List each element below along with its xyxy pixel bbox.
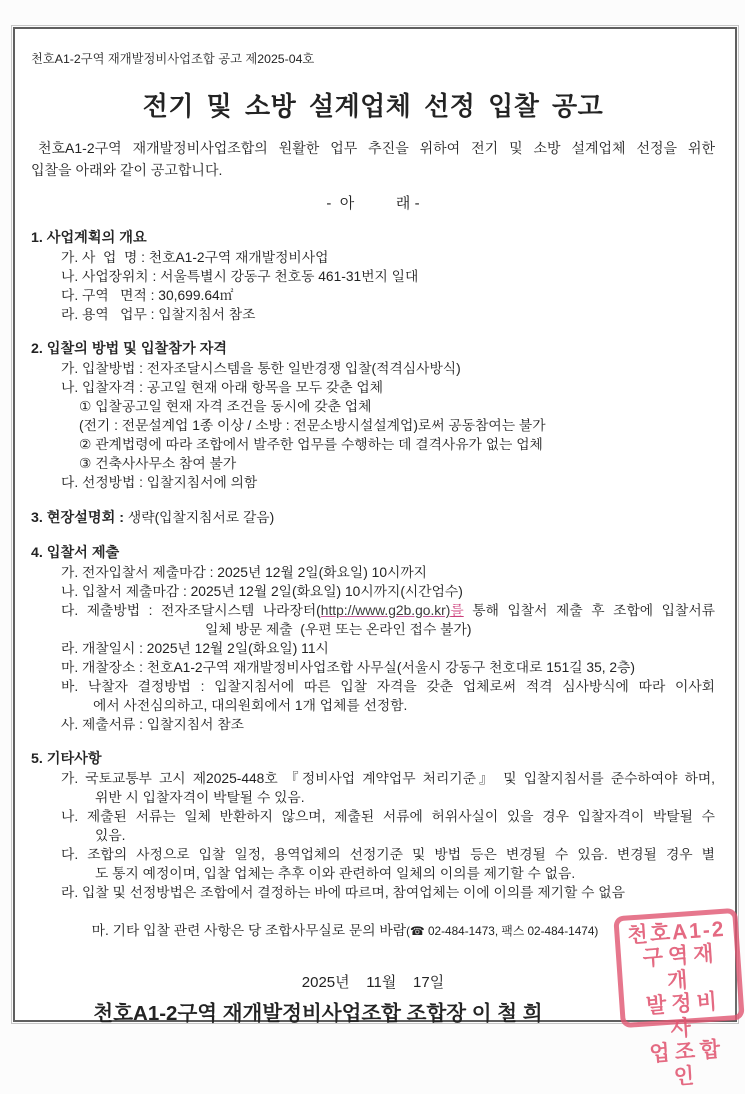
- signature-line: 천호A1-2구역 재개발정비사업조합 조합장 이 철 희: [93, 1002, 543, 1025]
- section-5-other-matters: [31, 750, 715, 960]
- s2-item-bid-qualification: 나. 입찰자격 : 공고일 현재 아래 항목을 모두 갖춘 업체: [61, 380, 384, 395]
- document-body: [15, 29, 735, 1025]
- seal-row-4: 업조합인: [648, 1037, 727, 1090]
- s5-item-e-text: 마. 기타 입찰 관련 사항은 당 조합사무실로 문의 바람: [91, 923, 407, 938]
- s4-item-award-method-line1: 바. 낙찰자 결정방법 : 입찰지침서에 따른 입찰 자격을 갖춘 업체로써 적격 심사방식에 따라 이사회: [61, 679, 715, 694]
- s3-text: 생략(입찰지침서로 갈음): [127, 510, 275, 525]
- s1-item-district-area: 다. 구역 면적 : 30,699.64㎡: [61, 288, 234, 303]
- s4-submission-suffix: 통해 입찰서 제출 후 조합에 입찰서류: [463, 603, 715, 618]
- s5-item-d: 라. 입찰 및 선정방법은 조합에서 결정하는 바에 따르며, 참여업체는 이에 이의를 제기할 수 없음: [61, 885, 625, 900]
- official-seal-stamp: [613, 908, 745, 1090]
- s4-item-required-documents: 사. 제출서류 : 입찰지침서 참조: [61, 717, 244, 732]
- s1-item-site-location: 나. 사업장위치 : 서울특별시 강동구 천호동 461-31번지 일대: [61, 269, 419, 284]
- s2-subitem-3: ③ 건축사사무소 참여 불가: [79, 456, 237, 471]
- s4-item-opening-place: 마. 개찰장소 : 천호A1-2구역 재개발정비사업조합 사무실(서울시 강동구 천호대로 151길 35, 2층): [61, 660, 636, 675]
- s5-item-c-line1: 다. 조합의 사정으로 입찰 일정, 용역업체의 선정기준 및 방법 등은 변경될 수 있음. 변경될 경우 별: [61, 847, 715, 862]
- g2b-hyperlink[interactable]: http://www.g2b.go.kr): [320, 603, 451, 618]
- s4-item-submission-method: [31, 601, 715, 620]
- s4-submission-prefix: 다. 제출방법 : 전자조달시스템 나라장터(: [61, 603, 321, 618]
- announcement-date: 2025년 11월 17일: [301, 974, 445, 991]
- intro-line-1: 천호A1-2구역 재개발정비사업조합의 원활한 업무 추진을 위하여 전기 및 소방 설계업체 선정을 위한: [38, 140, 715, 156]
- page-border-frame: [13, 27, 737, 1025]
- notice-number: 천호A1-2구역 재개발정비사업조합 공고 제2025-04호: [31, 52, 315, 66]
- seal-row-1: 천호A1-2: [626, 917, 727, 948]
- section-1-project-overview: [31, 229, 715, 324]
- s2-item-selection-method: 다. 선정방법 : 입찰지침서에 의함: [61, 475, 258, 490]
- section-2-bid-method-qualification: [31, 340, 715, 492]
- s5-item-a-line1: 가. 국토교통부 고시 제2025-448호 『정비사업 계약업무 처리기준』 및 입찰지침서를 준수하여야 하며,: [61, 771, 715, 786]
- s5-item-a-line2: 위반 시 입찰자격이 박탈될 수 있음.: [95, 790, 305, 805]
- section-2-heading: 2. 입찰의 방법 및 입찰참가 자격: [31, 341, 228, 357]
- seal-row-3: 발정비사: [645, 989, 723, 1042]
- s4-item-ebid-deadline: 가. 전자입찰서 제출마감 : 2025년 12월 2일(화요일) 10시까지: [61, 565, 427, 580]
- s1-item-service-scope: 라. 용역 업무 : 입찰지침서 참조: [61, 307, 256, 322]
- s5-item-e: [31, 902, 715, 960]
- section-3-heading: 3. 현장설명회 :: [31, 510, 128, 526]
- s2-item-bid-method: 가. 입찰방법 : 전자조달시스템을 통한 일반경쟁 입찰(적격심사방식): [61, 361, 461, 376]
- s1-item-project-name: 가. 사 업 명 : 천호A1-2구역 재개발정비사업: [61, 250, 329, 265]
- s2-subitem-2: ② 관계법령에 따라 조합에서 발주한 업무를 수행하는 데 결격사유가 없는 업체: [79, 437, 543, 452]
- below-divider: - 아 래 -: [326, 195, 420, 212]
- section-4-heading: 4. 입찰서 제출: [31, 545, 120, 561]
- s2-subitem-1-note: (전기 : 전문설계업 1종 이상 / 소방 : 전문소방시설설계업)로써 공동참여는 불가: [79, 418, 546, 433]
- s4-item-bid-deadline: 나. 입찰서 제출마감 : 2025년 12월 2일(화요일) 10시까지(시간엄수): [61, 584, 463, 599]
- document-title: 전기 및 소방 설계업체 선정 입찰 공고: [142, 91, 604, 121]
- section-4-bid-submission: [31, 544, 715, 734]
- seal-row-2: 구역재개: [642, 941, 720, 994]
- s5-item-c-line2: 도 통지 예정이며, 입찰 업체는 추후 이와 관련하여 일체의 이의를 제기할 수 없음.: [95, 866, 576, 881]
- s5-item-b-line2: 있음.: [95, 828, 126, 843]
- s4-item-award-method-line2: 에서 사전심의하고, 대의원회에서 1개 업체를 선정함.: [93, 698, 408, 713]
- s5-item-e-phone: (☎ 02-484-1473, 팩스 02-484-1474): [406, 924, 599, 938]
- s5-item-b-line1: 나. 제출된 서류는 일체 반환하지 않으며, 제출된 서류에 허위사실이 있을 경우 입찰자격이 박탈될 수: [61, 809, 715, 824]
- s2-subitem-1: ① 입찰공고일 현재 자격 조건을 동시에 갖춘 업체: [79, 399, 372, 414]
- g2b-link-particle: 를: [450, 603, 464, 618]
- s4-item-opening-datetime: 라. 개찰일시 : 2025년 12월 2일(화요일) 11시: [61, 641, 329, 656]
- section-3-site-briefing: [31, 508, 715, 528]
- s4-submission-continuation: 일체 방문 제출 (우편 또는 온라인 접수 불가): [205, 622, 472, 637]
- intro-paragraph: [31, 138, 715, 181]
- intro-line-2: 입찰을 아래와 같이 공고합니다.: [31, 161, 223, 178]
- section-1-heading: 1. 사업계획의 개요: [31, 230, 147, 246]
- section-5-heading: 5. 기타사항: [31, 751, 102, 767]
